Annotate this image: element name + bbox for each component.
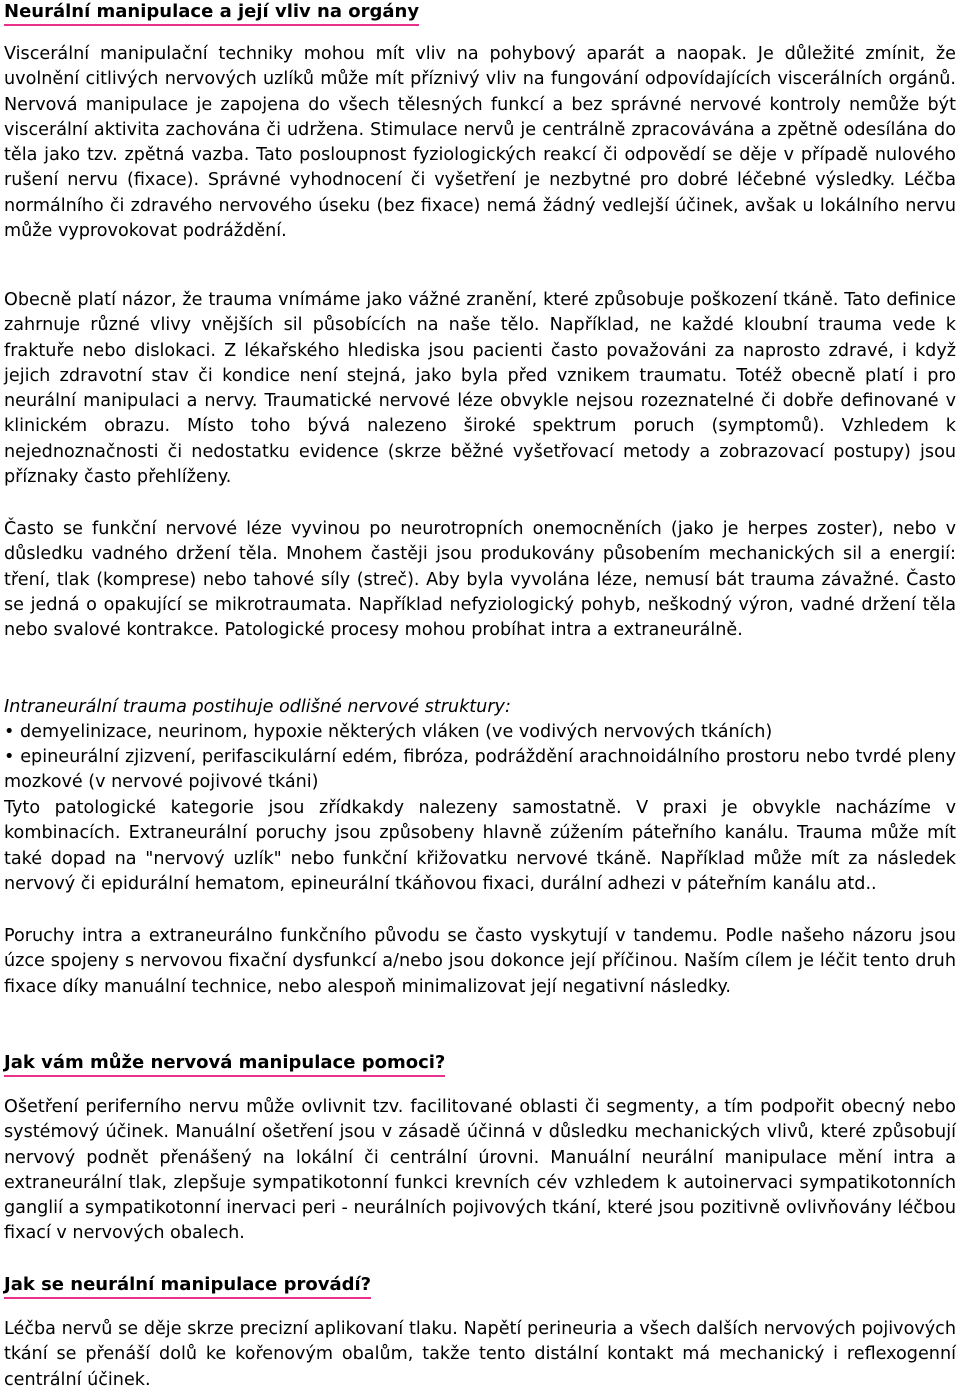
paragraph-trauma-definition: Obecně platí názor, že trauma vnímáme jako vážné zranění, které způsobuje poškození tkáně. Tato definice zahrnuje různé vlivy vnějších sil působících na naše tělo. Například, ne každé kloubní trauma vede k fraktuře nebo dislokaci. Z lékařského hlediska jsou pacienti často považováni za naprosto zdravé, i když jejich zdravotní stav či kondice není stejná, jako byla před vznikem traumatu. Totéž obecně platí i pro neurální manipulaci a nervy. Traumatické nervové léze obvykle nejsou rozeznatelné či dobře definované v klinickém obrazu. Místo toho bývá nalezeno široké spektrum poruch (symptomů). Vzhledem k nejednoznačnosti či nedostatku evidence (skrze běžné vyšetřovací metody a zobrazovací postupy) jsou příznaky často přehlíženy. [4,290,956,488]
paragraph-pathological-categories: Tyto patologické kategorie jsou zřídkakdy nalezeny samostatně. V praxi je obvykle nacházíme v kombinacích. Extraneurální poruchy jsou způsobeny hlavně zúžením páteřního kanálu. Trauma může mít také dopad na "nervový uzlík" nebo funkční křižovatku nervové tkáně. Například může mít za následek nervový či epidurální hematom, epineurální tkáňovou fixaci, durální adhezi v páteřním kanálu atd.. [4,798,956,894]
paragraph-visceral-techniques: Viscerální manipulační techniky mohou mít vliv na pohybový aparát a naopak. Je důležité zmínit, že uvolnění citlivých nervových uzlíků může mít příznivý vliv na fungování odpovídajících viscerálních orgánů. Nervová manipulace je zapojena do všech tělesných funkcí a bez správné nervové kontroly nemůže být viscerální aktivita zachována či udržena. Stimulace nervů je centrálně zpracovávána a zpětně odesílána do těla jako tzv. zpětná vazba. Tato posloupnost fyziologických reakcí či odpovědí se děje v případě nulového rušení nervu (fixace). Správné vyhodnocení či vyšetření je nezbytné pro dobré léčebné výsledky. Léčba normálního či zdravého nervového úseku (bez fixace) nemá žádný vedlejší účinek, avšak u lokálního nervu může vyprovokovat podráždění. [4,44,956,242]
section-heading-how-it-helps: Jak vám může nervová manipulace pomoci? [4,1052,445,1077]
intraneural-trauma-title: Intraneurální trauma postihuje odlišné nervové struktury: [4,697,511,717]
paragraph-functional-lesions: Často se funkční nervové léze vyvinou po neurotropních onemocněních (jako je herpes zoster), nebo v důsledku vadného držení těla. Mnohem častěji jsou produkovány působením mechanických sil a energií: tření, tlak (komprese) nebo tahové síly (streč). Aby byla vyvolána léze, nemusí bát trauma závažné. Často se jedná o opakující se mikrotraumata. Například nefyziologický pohyb, neškodný výron, vadné držení těla nebo svalové kontrakce. Patologické procesy mohou probíhat intra a extraneurálně. [4,519,956,641]
section-heading-neural-manipulation: Neurální manipulace a její vliv na orgány [4,1,419,26]
paragraph-peripheral-nerve-treatment: Ošetření periferního nervu může ovlivnit tzv. facilitované oblasti či segmenty, a tím podpořit obecný nebo systémový účinek. Manuální ošetření jsou v zásadě účinná v důsledku mechanických vlivů, které způsobují nervový podnět přenášený na lokální či centrální úrovni. Manuální neurální manipulace mění intra a extraneurální tlak, zlepšuje sympatikotonní funkci krevních cév vzhledem k autoinervaci sympatikotonních ganglií a sympatikotonní inervaci peri - neurálních pojivových tkání, které jsou pozitivně ovlivňovány léčbou fixací v nervových obalech. [4,1097,956,1244]
bullet-item-epineural-scarring: • epineurální zjizvení, perifascikulární edém, fibróza, podráždění arachnoidálního prostoru nebo tvrdé pleny mozkové (v nervové pojivové tkáni) [4,747,956,793]
paragraph-intra-extraneural-disorders: Poruchy intra a extraneurálno funkčního původu se často vyskytují v tandemu. Podle našeho názoru jsou úzce spojeny s nervovou fixační dysfunkcí a/nebo jsou dokonce její příčinou. Naším cílem je léčit tento druh fixace díky manuální technice, nebo alespoň minimalizovat její negativní následky. [4,926,956,997]
section-heading-how-performed: Jak se neurální manipulace provádí? [4,1274,371,1299]
bullet-item-demyelination: • demyelinizace, neurinom, hypoxie některých vláken (ve vodivých nervových tkáních) [4,722,773,742]
paragraph-nerve-treatment-pressure: Léčba nervů se děje skrze precizní aplikovaní tlaku. Napětí perineuria a všech dalších nervových pojivových tkání se přenáší dolů ke kořenovým obalům, takže tento distální kontakt má mechanický i reflexogenní centrální účinek. [4,1319,956,1390]
